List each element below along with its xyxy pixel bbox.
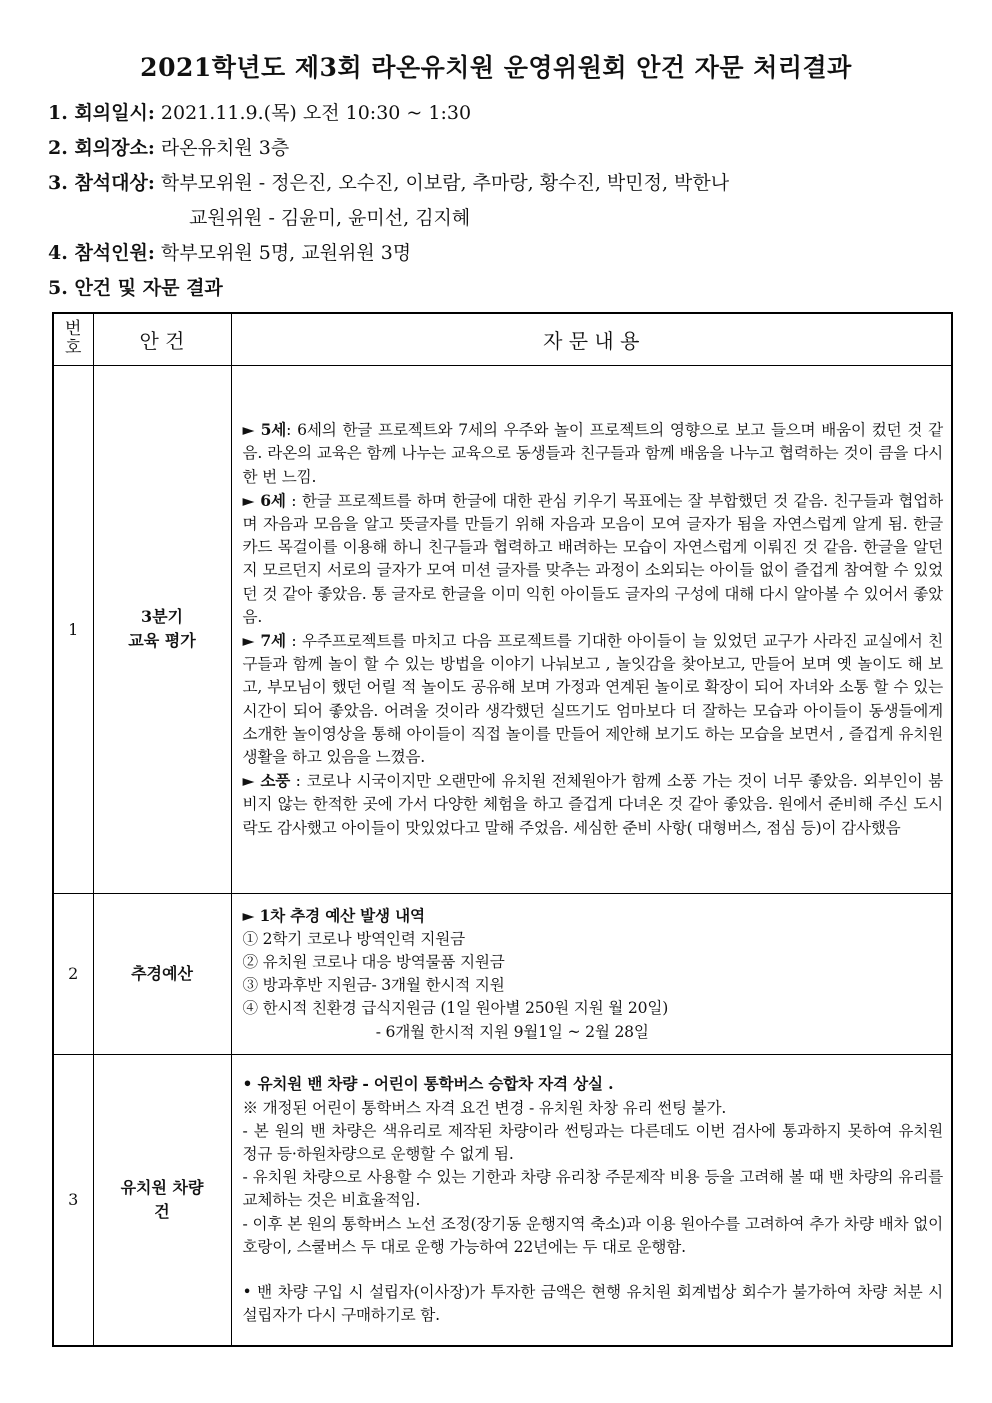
row-agenda: 3분기 교육 평가 <box>93 365 231 893</box>
row-number: 3 <box>53 1054 93 1346</box>
paragraph-text: : 한글 프로젝트를 하며 한글에 대한 관심 키우기 목표에는 잘 부합했던 것 같음. 친구들과 협업하며 자음과 모음을 알고 뜻글자를 만들기 위해 자음과 모음이 모여 글자가 됨을 자연스럽게 알게 됨. 한글 카드 목걸이를 이용해 하니 친구들과 협력하고 배려하는 모습이 자연스럽게 이뤄진 것 같음. 한글을 알던지 모르던지 서로의 글자가 모여 미션 글자를 맞추는 과정이 소외되는 아이들 없이 즐겁게 참여할 수 있었던 것 같아 좋았음. 통 글자로 한글을 이미 익힌 아이들도 글자의 구성에 대해 다시 알아볼 수 있어서 좋았음. <box>242 491 948 626</box>
header-agenda: 안 건 <box>93 313 231 365</box>
meeting-date-label: 1. 회의일시: <box>48 102 155 124</box>
paragraph-lead: ► 소풍 <box>242 771 291 791</box>
row-content <box>231 893 952 1054</box>
content-paragraph <box>243 769 944 840</box>
row-content <box>231 1054 952 1346</box>
paragraph-lead: ► 1차 추경 예산 발생 내역 <box>242 905 425 925</box>
content-paragraph <box>242 418 948 489</box>
attendees-line <box>48 166 948 201</box>
content-paragraph <box>243 1259 944 1281</box>
attendees-parents: 학부모위원 - 정은진, 오수진, 이보람, 추마랑, 황수진, 박민정, 박한나 <box>154 172 730 194</box>
content-paragraph <box>242 1213 948 1259</box>
header-number <box>53 313 93 365</box>
row-number: 1 <box>53 365 93 893</box>
content-paragraph <box>242 489 948 629</box>
paragraph-text: ※ 개정된 어린이 통학버스 자격 요건 변경 - 유치원 차창 유리 썬팅 불가. <box>242 1098 727 1117</box>
content-paragraph <box>243 951 944 974</box>
table-row <box>53 365 952 893</box>
header-number-text: 번호 <box>65 319 82 359</box>
agenda-table <box>52 312 953 1347</box>
paragraph-text: • 밴 차량 구입 시 설립자(이사장)가 투자한 금액은 현행 유치원 회계법상 회수가 불가하여 차량 처분 시 설립자가 다시 구매하기로 함. <box>242 1283 948 1325</box>
content-paragraph <box>243 1072 944 1096</box>
row-agenda: 추경예산 <box>93 893 231 1054</box>
content-paragraph <box>243 974 944 997</box>
content-paragraph <box>243 1097 944 1120</box>
paragraph-text: - 본 원의 밴 차량은 색유리로 제작된 차량이라 썬팅과는 다른데도 이번 검사에 통과하지 못하여 유치원 정규 등·하원차량으로 운행할 수 없게 됨. <box>242 1121 948 1164</box>
content-paragraph <box>243 1021 944 1044</box>
meeting-place-value: 라온유치원 3층 <box>154 137 290 159</box>
content-paragraph <box>242 1281 948 1327</box>
content-paragraph <box>242 1120 948 1166</box>
paragraph-text: - 6개월 한시적 지원 9월1일 ~ 2월 28일 <box>242 1022 649 1041</box>
table-header-row <box>53 313 952 365</box>
meeting-date-line <box>48 96 948 131</box>
paragraph-lead: ► 7세 <box>242 631 286 650</box>
meeting-info <box>48 96 948 306</box>
table-body <box>53 365 952 1346</box>
document-title: 2021학년도 제3회 라온유치원 운영위원회 안건 자문 처리결과 <box>140 53 852 82</box>
row-number: 2 <box>53 893 93 1054</box>
agenda-section-heading-line <box>48 271 948 306</box>
attendees-label: 3. 참석대상: <box>48 172 155 194</box>
paragraph-text: : 6세의 한글 프로젝트와 7세의 우주와 놀이 프로젝트의 영향으로 보고 들으며 배움이 컸던 것 같음. 라온의 교육은 함께 나누는 교육으로 동생들과 친구들과 함께 배움을 나누고 협력하는 것이 큼을 다시 한 번 느낌. <box>242 421 948 486</box>
paragraph-text: - 이후 본 원의 통학버스 노선 조정(장기동 운행지역 축소)과 이용 원아수를 고려하여 추가 차량 배차 없이 호랑이, 스쿨버스 두 대로 운행 가능하여 22년에는 두 대로 운행함. <box>242 1214 948 1256</box>
meeting-place-line <box>48 131 948 166</box>
table-row <box>53 893 952 1054</box>
content-paragraph <box>242 629 948 769</box>
row-content <box>231 365 952 893</box>
content-paragraph <box>243 904 944 928</box>
content-paragraph <box>243 997 944 1020</box>
header-content: 자 문 내 용 <box>231 313 952 365</box>
paragraph-lead: ► 6세 <box>242 490 286 510</box>
paragraph-text: : 코로나 시국이지만 오랜만에 유치원 전체원아가 함께 소풍 가는 것이 너무 좋았음. 외부인이 붐비지 않는 한적한 곳에 가서 다양한 체험을 하고 즐겁게 다녀온 것 같아 좋았음. 원에서 준비해 주신 도시락도 감사했고 아이들이 맛있었다고 말해 주었음. 세심한 준비 사항( 대형버스, 점심 등)이 감사했음 <box>242 772 943 837</box>
attendance-count-line <box>48 236 948 271</box>
paragraph-text: ④ 한시적 친환경 급식지원금 (1일 원아별 250원 지원 월 20일) <box>242 999 669 1018</box>
attendance-count-value: 학부모위원 5명, 교원위원 3명 <box>154 242 412 264</box>
meeting-place-label: 2. 회의장소: <box>48 137 155 159</box>
attendees-teachers-line <box>48 201 948 236</box>
paragraph-text: : 우주프로젝트를 마치고 다음 프로젝트를 기대한 아이들이 늘 있었던 교구가 사라진 교실에서 친구들과 함께 놀이 할 수 있는 방법을 이야기 나눠보고 , 놀잇감을 찾아보고, 만들어 보며 옛 놀이도 해 보고, 부모님이 했던 어릴 적 놀이도 공유해 보며 가정과 연계된 놀이로 확장이 되어 자녀와 소통 할 수 있는 시간이 되어 좋았음. 어려울 것이라 생각했던 실뜨기도 엄마보다 더 잘하는 모습과 아이들이 동생들에게 소개한 놀이영상을 통해 아이들이 직접 놀이를 만들어 제안해 보기도 하는 모습을 보면서 , 즐겁게 유치원 생활을 하고 있음을 느꼈음. <box>242 632 948 767</box>
attendance-count-label: 4. 참석인원: <box>48 242 155 264</box>
content-paragraph <box>243 928 944 951</box>
paragraph-lead: ► 5세 <box>242 420 287 440</box>
paragraph-text: ① 2학기 코로나 방역인력 지원금 <box>242 929 466 948</box>
agenda-section-heading: 5. 안건 및 자문 결과 <box>48 277 223 299</box>
attendees-teachers: 교원위원 - 김윤미, 윤미선, 김지혜 <box>189 207 471 229</box>
content-paragraph <box>242 1166 948 1212</box>
paragraph-lead: • 유치원 밴 차량 - 어린이 통학버스 승합차 자격 상실 . <box>242 1074 614 1094</box>
row-agenda: 유치원 차량 건 <box>93 1054 231 1346</box>
table-row <box>53 1054 952 1346</box>
meeting-date-value: 2021.11.9.(목) 오전 10:30 ~ 1:30 <box>154 102 472 124</box>
paragraph-text: ③ 방과후반 지원금- 3개월 한시적 지원 <box>242 976 505 995</box>
paragraph-text: - 유치원 차량으로 사용할 수 있는 기한과 차량 유리창 주문제작 비용 등을 고려해 볼 때 밴 차량의 유리를 교체하는 것은 비효율적임. <box>242 1168 948 1210</box>
paragraph-text: ② 유치원 코로나 대응 방역물품 지원금 <box>242 952 505 971</box>
